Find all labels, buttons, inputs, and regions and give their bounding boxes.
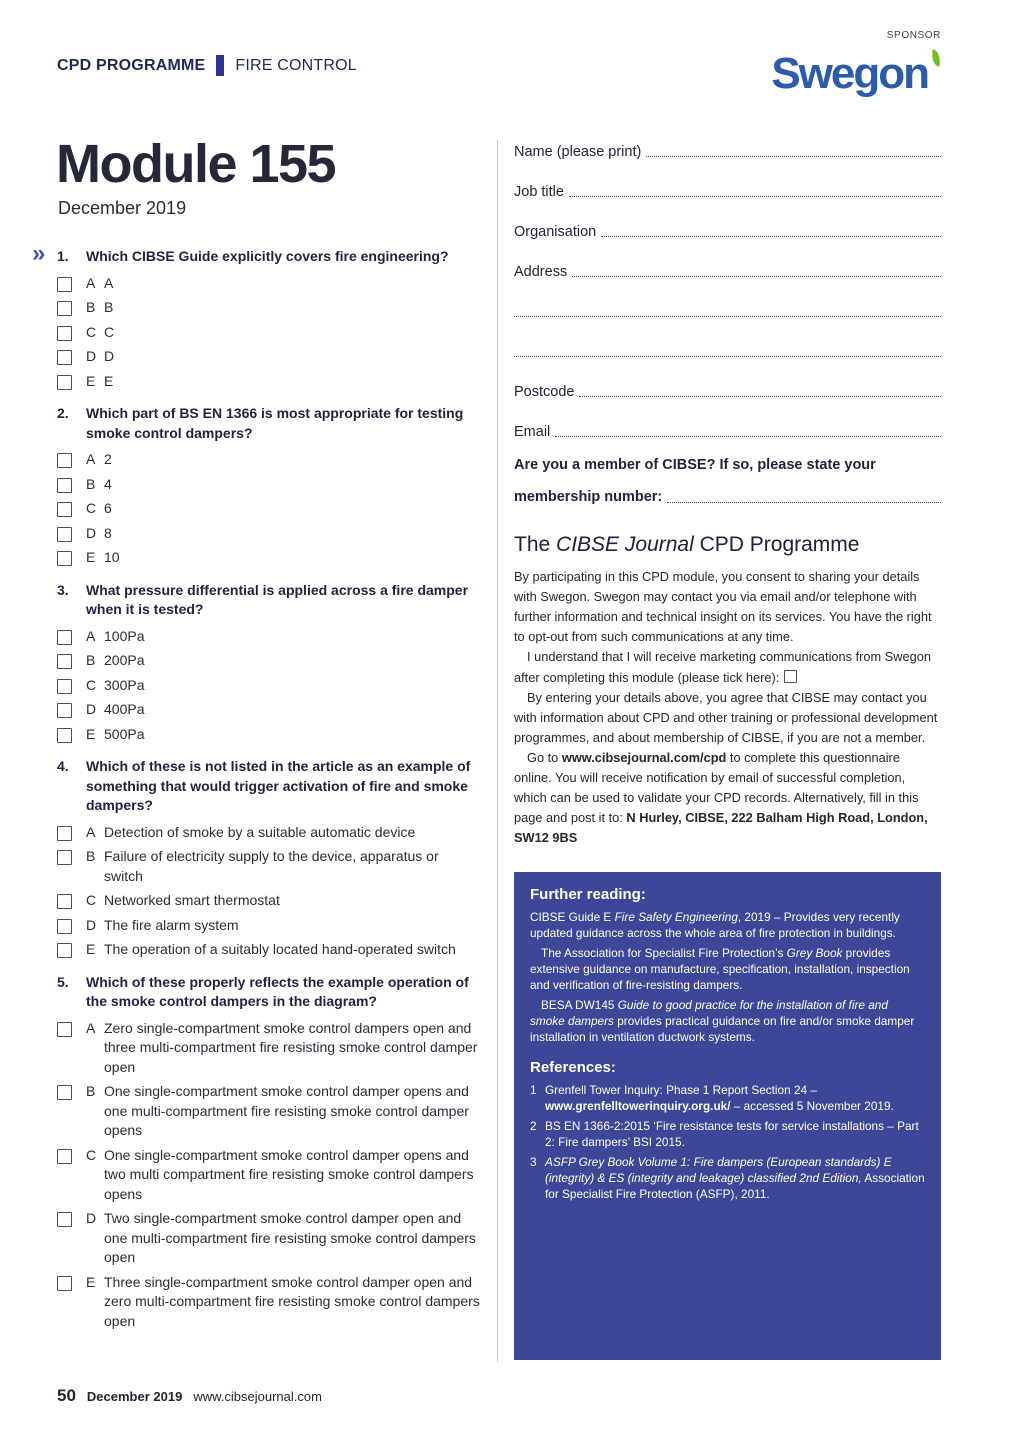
answer-checkbox[interactable] (57, 453, 72, 468)
form-field (514, 241, 941, 281)
option-letter: A (86, 1019, 96, 1036)
option-letter: E (86, 372, 96, 389)
text-segment: ASFP Grey Book Volume 1: Fire dampers (European standards) E (integrity) & ES (integrity and leakage) classified 2nd Edition, (545, 1155, 892, 1185)
form-field-line[interactable] (555, 435, 941, 437)
sponsor-block (771, 30, 941, 99)
text-segment: Grenfell Tower Inquiry: Phase 1 Report Section 24 – (545, 1083, 817, 1097)
option-text: 100Pa (104, 627, 145, 644)
text-segment: CPD Programme (693, 533, 860, 556)
option-letter: E (86, 1273, 96, 1290)
option-text: 8 (104, 524, 112, 541)
answer-checkbox[interactable] (57, 703, 72, 718)
answer-option (57, 676, 481, 696)
question-number: 3. (57, 581, 69, 598)
reference-item (530, 1082, 925, 1114)
answer-checkbox[interactable] (57, 826, 72, 841)
option-letter: D (86, 524, 97, 541)
question-number: 4. (57, 758, 69, 774)
text-segment: BS EN 1366-2:2015 ‘Fire resistance tests for service installations – Part 2: Fire dampers’ BSI 2015. (545, 1119, 919, 1149)
answer-option (57, 548, 481, 568)
answer-option (57, 847, 481, 886)
footer-date: December 2019 (86, 1389, 183, 1404)
reference-number: 1 (530, 1083, 537, 1097)
section-label: FIRE CONTROL (235, 56, 357, 74)
reference-number: 2 (530, 1119, 537, 1133)
sponsor-label: SPONSOR (886, 30, 941, 41)
option-letter: D (86, 348, 97, 364)
option-text: Two single-compartment smoke control damper open and one multi-compartment fire resisting smoke control dampers open (104, 1210, 476, 1265)
text-segment: Guide to good practice for the installation of fire and smoke dampers (530, 998, 888, 1028)
option-text: 4 (104, 475, 112, 492)
option-text: E (104, 372, 114, 389)
answer-checkbox[interactable] (57, 1085, 72, 1100)
answer-option (57, 499, 481, 519)
membership-number-line[interactable] (667, 501, 941, 503)
option-text: 200Pa (104, 652, 145, 668)
option-text: Zero single-compartment smoke control dampers open and three multi-compartment fire resisting smoke control damper open (104, 1019, 478, 1075)
answer-checkbox[interactable] (57, 350, 72, 365)
option-letter: A (86, 451, 96, 467)
option-letter: E (86, 725, 96, 742)
reference-item (530, 1154, 925, 1202)
option-text: One single-compartment smoke control damper opens and one multi-compartment fire resisting smoke control damper opens (104, 1083, 469, 1138)
form-field (514, 281, 941, 321)
answer-option (57, 1209, 481, 1268)
option-letter: C (86, 500, 97, 516)
question-number: 1. (57, 248, 69, 264)
reply-form-column (514, 121, 941, 848)
question (57, 973, 481, 1332)
swegon-leaf-icon (929, 49, 942, 67)
question (57, 404, 481, 568)
option-text: Failure of electricity supply to the device, apparatus or switch (104, 848, 439, 884)
swegon-logo (771, 49, 941, 99)
text-segment: – accessed 5 November 2019. (730, 1099, 894, 1113)
answer-checkbox[interactable] (57, 1212, 72, 1227)
answer-checkbox[interactable] (57, 654, 72, 669)
option-text: B (104, 299, 114, 315)
answer-checkbox[interactable] (57, 850, 72, 865)
text-segment: Association for Specialist Fire Protection (ASFP), 2011. (545, 1171, 925, 1201)
option-text: Three single-compartment smoke control damper open and zero multi-compartment fire resisting smoke control dampers open (104, 1273, 480, 1329)
paragraph-text: I understand that I will receive marketing communications from Swegon after completing this module (please tick here): (514, 649, 931, 685)
option-text: The operation of a suitably located hand-operated switch (104, 941, 456, 957)
cpd-programme-label: CPD PROGRAMME (57, 56, 206, 74)
answer-checkbox[interactable] (57, 728, 72, 743)
text-segment: CIBSE Guide E (530, 910, 615, 924)
option-letter: C (86, 892, 97, 908)
answer-option (57, 916, 481, 936)
contact-form (514, 121, 941, 441)
membership-question (514, 455, 941, 507)
answer-checkbox[interactable] (57, 1022, 72, 1037)
text-segment: N Hurley, CIBSE, 222 Balham High Road, London, SW12 9BS (514, 810, 928, 845)
answer-checkbox[interactable] (57, 478, 72, 493)
option-text: 2 (104, 451, 112, 467)
answer-option (57, 1019, 481, 1078)
question-options (57, 823, 481, 960)
answer-option (57, 372, 481, 392)
form-field-label: Organisation (514, 224, 597, 240)
option-letter: D (86, 1210, 97, 1226)
option-text: A (104, 274, 114, 291)
form-field-line[interactable] (572, 275, 941, 277)
option-letter: B (86, 652, 96, 668)
question-text: Which CIBSE Guide explicitly covers fire engineering? (86, 248, 449, 264)
form-field-label: Email (514, 424, 551, 440)
question (57, 247, 481, 391)
form-field-line[interactable] (646, 155, 941, 157)
further-reading-list (530, 909, 925, 1045)
option-letter: A (86, 823, 96, 840)
marketing-consent-checkbox[interactable] (784, 670, 797, 683)
answer-checkbox[interactable] (57, 326, 72, 341)
answer-checkbox[interactable] (57, 301, 72, 316)
option-letter: E (86, 549, 96, 565)
option-letter: D (86, 916, 97, 933)
answer-checkbox[interactable] (57, 919, 72, 934)
option-text: C (104, 323, 115, 340)
header-kicker (57, 55, 357, 76)
text-segment: , 2019 – Provides very recently updated guidance across the whole area of fire protection in buildings. (530, 910, 900, 940)
question-options (57, 627, 481, 745)
answer-checkbox[interactable] (57, 551, 72, 566)
answer-option (57, 940, 481, 960)
form-field-label: Job title (514, 184, 564, 200)
programme-paragraph: By entering your details above, you agree that CIBSE may contact you with information about CPD and other training or professional development programmes, and about membership of CIBSE, if you are not a member. (514, 690, 938, 745)
reference-text (545, 1082, 925, 1114)
answer-option (57, 1273, 481, 1332)
reference-number: 3 (530, 1155, 537, 1169)
question-text: Which of these is not listed in the article as an example of something that would trigger activation of fire and smoke dampers? (86, 758, 471, 813)
option-letter: B (86, 848, 96, 864)
form-field-line[interactable] (514, 355, 941, 357)
answer-checkbox[interactable] (57, 277, 72, 292)
text-segment: www.cibsejournal.com/cpd (561, 750, 727, 765)
option-letter: B (86, 299, 96, 315)
answer-option (57, 627, 481, 647)
option-letter: D (86, 701, 97, 717)
text-segment: BESA DW145 (541, 998, 618, 1012)
page-footer (57, 1386, 322, 1406)
reference-text (545, 1154, 925, 1202)
form-field (514, 121, 941, 161)
form-field (514, 321, 941, 361)
form-field (514, 161, 941, 201)
answer-option (57, 891, 481, 911)
option-text: D (104, 348, 115, 364)
programme-paragraph (514, 647, 941, 688)
answer-checkbox[interactable] (57, 630, 72, 645)
answer-option (57, 1146, 481, 1205)
question-text: What pressure differential is applied across a fire damper when it is tested? (86, 581, 469, 617)
option-text: 6 (104, 500, 112, 516)
form-field-line[interactable] (601, 235, 941, 237)
option-text: One single-compartment smoke control damper opens and two multi compartment fire resisting smoke control dampers opens (104, 1146, 474, 1202)
answer-checkbox[interactable] (57, 527, 72, 542)
form-field-line[interactable] (579, 395, 941, 397)
programme-title (514, 533, 941, 557)
question-text: Which part of BS EN 1366 is most appropriate for testing smoke control dampers? (86, 405, 464, 441)
form-field-label: Name (please print) (514, 144, 642, 160)
references-title: References: (530, 1059, 616, 1076)
page-number: 50 (57, 1386, 76, 1405)
text-segment: Go to (527, 750, 562, 765)
option-letter: A (86, 627, 96, 644)
further-reading-item (530, 997, 925, 1045)
text-segment: to complete this questionnaire online. You will receive notification by email of successful completion, which can be used to validate your CPD records. Alternatively, fill in this page and post it to: (514, 750, 919, 825)
form-field-line[interactable] (569, 195, 941, 197)
double-chevron-icon: » (32, 240, 46, 267)
swegon-wordmark: Swegon (771, 49, 928, 98)
option-text: 10 (104, 549, 120, 565)
answer-checkbox[interactable] (57, 943, 72, 958)
further-reading-box (514, 872, 941, 1360)
answer-checkbox[interactable] (57, 375, 72, 390)
option-letter: C (86, 323, 97, 340)
programme-paragraph: By participating in this CPD module, you consent to sharing your details with Swegon. Swegon may contact you via email and/or telephone with further information and technical insight on its services. You have the right to opt-out from such communications at any time. (514, 569, 932, 644)
text-segment: provides extensive guidance on manufacture, specification, installation, inspection and verification of fire-resisting dampers. (530, 946, 910, 992)
form-field (514, 361, 941, 401)
option-text: Networked smart thermostat (104, 892, 280, 908)
answer-option (57, 274, 481, 294)
form-field-line[interactable] (514, 315, 941, 317)
answer-option (57, 475, 481, 495)
text-segment: The Association for Specialist Fire Protection’s (541, 946, 787, 960)
answer-checkbox[interactable] (57, 1276, 72, 1291)
answer-option (57, 1082, 481, 1141)
answer-option (57, 347, 481, 367)
form-field-label: Postcode (514, 384, 575, 400)
option-text: The fire alarm system (104, 916, 239, 933)
reference-item (530, 1118, 925, 1150)
answer-option (57, 524, 481, 544)
option-letter: B (86, 1083, 96, 1099)
footer-url: www.cibsejournal.com (193, 1389, 322, 1404)
question-options (57, 1019, 481, 1332)
answer-checkbox[interactable] (57, 502, 72, 517)
membership-number-label: membership number: (514, 489, 663, 505)
text-segment: The (514, 533, 557, 556)
further-reading-title: Further reading: (530, 886, 646, 903)
form-field-label: Address (514, 264, 568, 280)
option-letter: A (86, 274, 96, 291)
questions-list (57, 247, 481, 1344)
programme-paragraph (514, 748, 941, 848)
answer-checkbox[interactable] (57, 894, 72, 909)
answer-checkbox[interactable] (57, 1149, 72, 1164)
references-list (530, 1082, 925, 1202)
text-segment: Grey Book (786, 946, 843, 960)
option-text: 500Pa (104, 725, 145, 742)
option-text: 300Pa (104, 676, 145, 693)
question-number: 5. (57, 973, 69, 990)
form-field (514, 201, 941, 241)
reference-text (545, 1118, 925, 1150)
column-divider (497, 140, 498, 1362)
answer-option (57, 725, 481, 745)
answer-option (57, 700, 481, 720)
form-field (514, 401, 941, 441)
further-reading-item (530, 909, 925, 941)
kicker-bar (216, 55, 224, 76)
option-text: Detection of smoke by a suitable automatic device (104, 823, 416, 840)
question (57, 757, 481, 960)
option-letter: C (86, 676, 97, 693)
answer-option (57, 298, 481, 318)
text-segment: www.grenfelltowerinquiry.org.uk/ (545, 1099, 731, 1113)
text-segment: provides practical guidance on fire and/or smoke damper installation in ventilation ductwork systems. (530, 1014, 915, 1044)
membership-question-text: Are you a member of CIBSE? If so, please state your (514, 457, 876, 473)
answer-option (57, 450, 481, 470)
question-options (57, 450, 481, 568)
question-text: Which of these properly reflects the example operation of the smoke control dampers in the diagram? (86, 973, 469, 1009)
question (57, 581, 481, 745)
answer-option (57, 323, 481, 343)
module-date: December 2019 (58, 198, 187, 218)
option-letter: C (86, 1146, 97, 1163)
option-text: 400Pa (104, 701, 145, 717)
answer-checkbox[interactable] (57, 679, 72, 694)
question-options (57, 274, 481, 392)
question-number: 2. (57, 405, 69, 421)
page-title: Module 155 (56, 134, 336, 194)
answer-option (57, 823, 481, 843)
option-letter: E (86, 941, 96, 957)
text-segment: Fire Safety Engineering (614, 910, 738, 924)
answer-option (57, 651, 481, 671)
text-segment: CIBSE Journal (556, 533, 694, 556)
option-letter: B (86, 475, 96, 492)
further-reading-item (530, 945, 925, 993)
